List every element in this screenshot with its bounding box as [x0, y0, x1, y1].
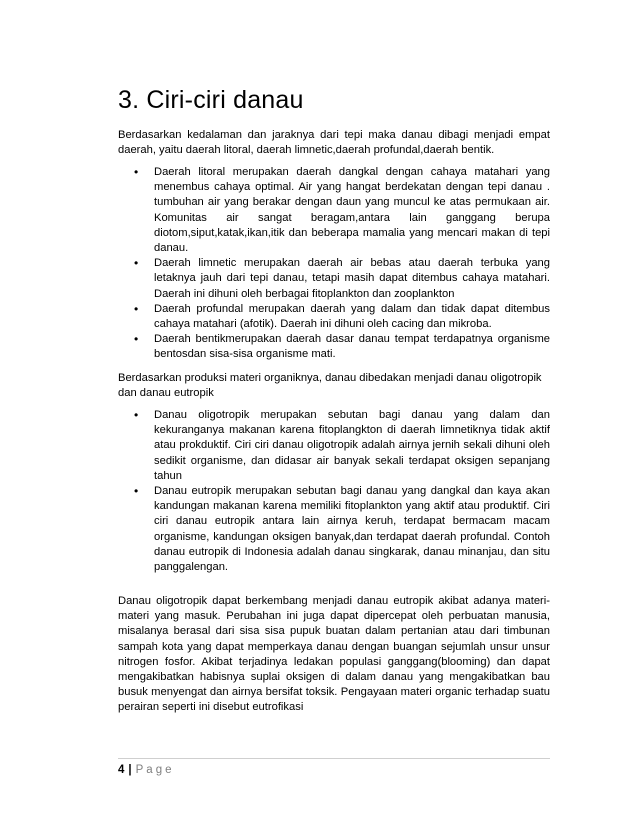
- list-item: • Daerah bentikmerupakan daerah dasar danau tempat terdapatnya organisme bentosdan sisa-sisa organisme mati.: [118, 332, 550, 362]
- section1-intro: Berdasarkan kedalaman dan jaraknya dari tepi maka danau dibagi menjadi empat daerah, yaitu daerah litoral, daerah limnetic,daerah profundal,daerah bentik.: [118, 129, 550, 157]
- page-footer: [118, 764, 174, 776]
- section2-list-block: [118, 408, 550, 575]
- list-item: • Danau oligotropik merupakan sebutan bagi danau yang dalam dan kekuranganya makanan karena fitoplangkton di daerah limnetiknya tidak aktif atau prokduktif. Ciri ciri danau oligotropik adalah airnya jernih sekali dihuni oleh sedikit organisme, dan didasar air banyak sekali terdapat oksigen sepanjang tahun: [118, 408, 550, 484]
- footer-divider: [118, 758, 550, 759]
- zone-list: [118, 165, 550, 363]
- list-item: • Daerah litoral merupakan daerah dangkal dengan cahaya matahari yang menembus cahaya optimal. Air yang hangat berdekatan dengan tepi danau . tumbuhan air yang berakar dengan daun yang muncul ke atas permukaan air. Komunitas air sangat beragam,antara lain ganggang berupa diotom,siput,katak,ikan,itik dan beberapa mamalia yang mencari makan di tepi danau.: [118, 165, 550, 256]
- page-number: 4: [118, 764, 125, 776]
- section-heading: 3. Ciri-ciri danau: [118, 86, 304, 114]
- section2-intro: Berdasarkan produksi materi organiknya, danau dibedakan menjadi danau oligotropik dan danau eutropik: [118, 372, 542, 400]
- section2-intro-block: [118, 371, 550, 401]
- page-label: Page: [135, 764, 175, 776]
- section1-intro-block: [118, 128, 550, 158]
- section3-block: [118, 594, 550, 716]
- list-item: • Danau eutropik merupakan sebutan bagi danau yang dangkal dan kaya akan kandungan makanan karena memiliki fitoplankton yang aktif atau produktif. Ciri ciri danau eutropik antara lain airnya keruh, terdapat bermacam macam organisme, kandungan oksigen banyak,dan terdapat daerah profundal. Contoh danau eutropik di Indonesia adalah danau singkarak, danau minanjau, dan situ panggalengan.: [118, 484, 550, 575]
- lake-type-list: [118, 408, 550, 575]
- list-item: • Daerah limnetic merupakan daerah air bebas atau daerah terbuka yang letaknya jauh dari tepi danau, tetapi masih dapat ditembus cahaya matahari. Daerah ini dihuni oleh berbagai fitoplankton dan zooplankton: [118, 256, 550, 302]
- list-item: • Daerah profundal merupakan daerah yang dalam dan tidak dapat ditembus cahaya matahari (afotik). Daerah ini dihuni oleh cacing dan mikroba.: [118, 302, 550, 332]
- footer-separator: |: [128, 764, 132, 776]
- section1-list-block: [118, 165, 550, 363]
- eutrophication-paragraph: Danau oligotropik dapat berkembang menjadi danau eutropik akibat adanya materi-materi yang masuk. Perubahan ini juga dapat dipercepat oleh perbuatan manusia, misalanya berasal dari sisa sisa pupuk buatan dalam pertanian atau dari timbunan sampah kota yang dapat memperkaya danau dengan buangan sejumlah unsur unsur nitrogen fosfor. Akibat terjadinya ledakan populasi ganggang(blooming) dan dapat mengakibatkan habisnya suplai oksigen di dalam danau yang mengakibatkan bau busuk menyengat dan airnya bersifat toksik. Pengayaan materi organic terhadap suatu perairan seperti ini disebut eutrofikasi: [118, 595, 550, 714]
